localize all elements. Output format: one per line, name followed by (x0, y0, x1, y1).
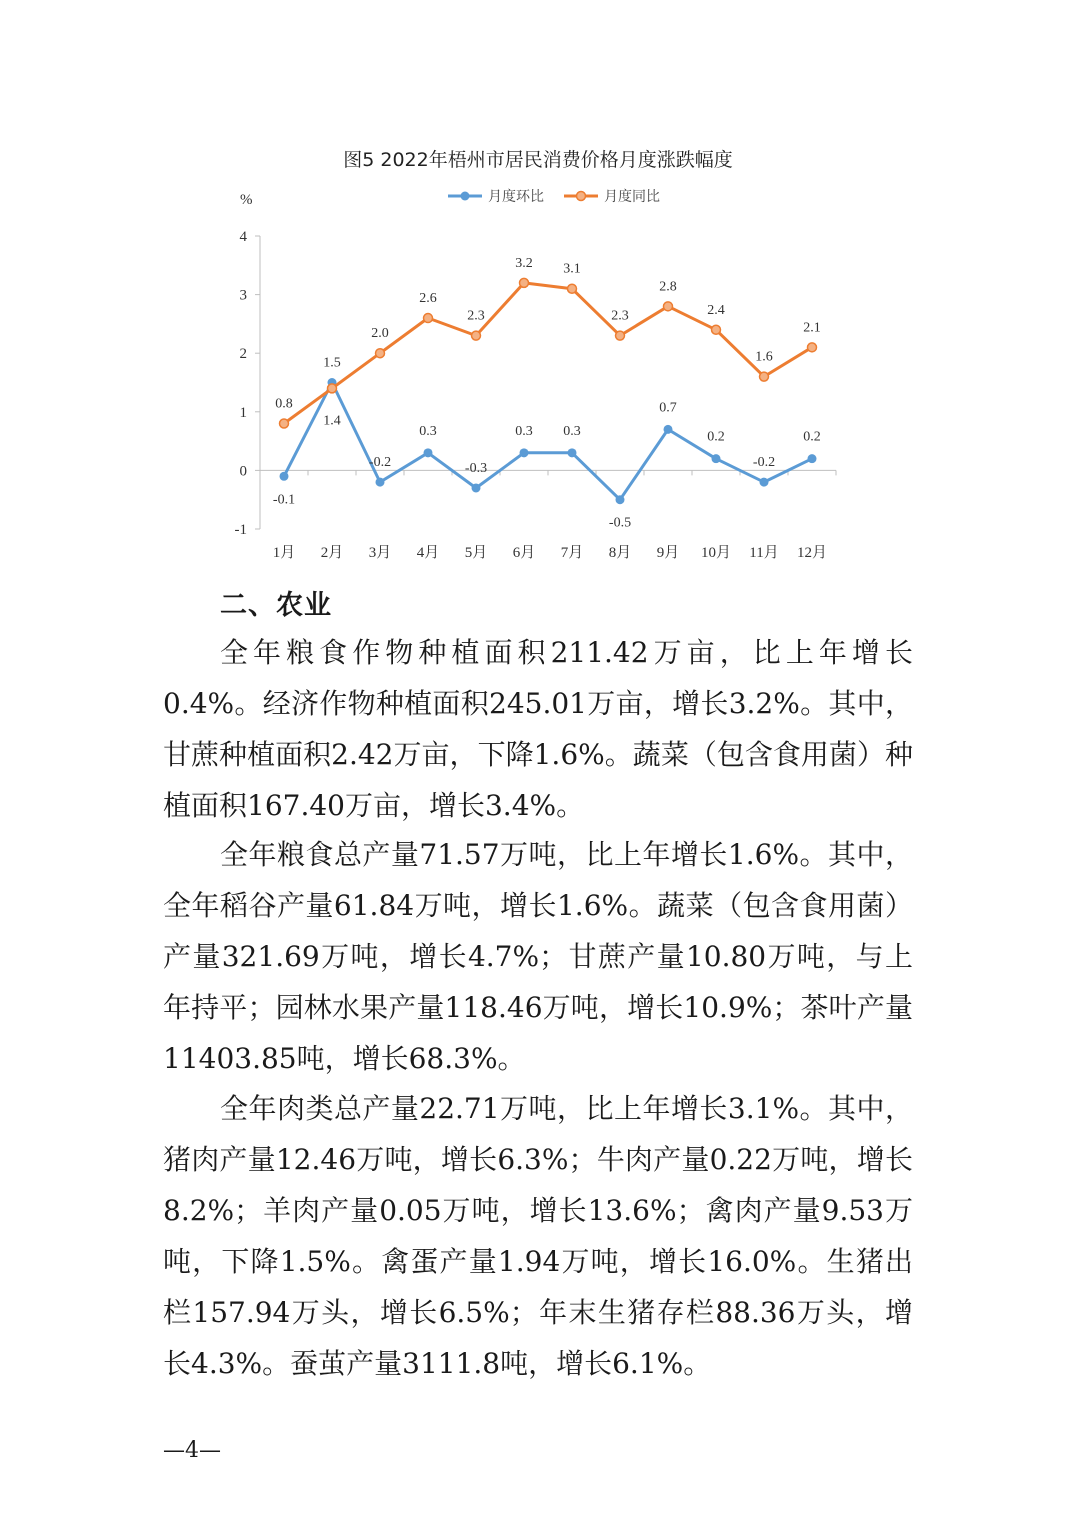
x-tick-label: 7月 (560, 545, 584, 561)
data-point-mom (760, 478, 769, 487)
x-tick-label: 8月 (608, 545, 632, 561)
y-tick-label: -1 (234, 522, 247, 538)
data-label-mom: 0.7 (659, 400, 677, 416)
data-label-mom: 0.3 (563, 423, 581, 439)
data-point-mom (808, 454, 817, 463)
data-label-mom: -0.3 (464, 460, 488, 476)
plot-area (235, 229, 837, 561)
data-label-yoy: 1.4 (323, 413, 341, 429)
paragraph-crop-area: 全年粮食作物种植面积211.42万亩，比上年增长0.4%。经济作物种植面积245.01万亩，增长3.2%。其中，甘蔗种植面积2.42万亩，下降1.6%。蔬菜（包含食用菌）种植面积167.40万亩，增长3.4%。 (163, 636, 913, 822)
legend-label-mom: 月度环比 (488, 189, 544, 205)
data-point-yoy (280, 419, 289, 428)
data-label-yoy: 2.3 (467, 308, 485, 324)
data-label-yoy: 2.1 (803, 320, 821, 336)
legend-marker-yoy (577, 192, 586, 201)
x-tick-label: 3月 (368, 545, 392, 561)
data-point-yoy (616, 331, 625, 340)
data-label-yoy: 2.0 (371, 326, 389, 342)
data-label-yoy: 2.8 (659, 279, 677, 295)
x-tick-label: 5月 (464, 545, 488, 561)
data-point-yoy (760, 372, 769, 381)
data-point-mom (472, 483, 481, 492)
data-label-yoy: 2.3 (611, 308, 629, 324)
y-tick-label: 4 (239, 229, 247, 245)
x-tick-label: 2月 (320, 545, 344, 561)
paragraph-grain-output: 全年粮食总产量71.57万吨，比上年增长1.6%。其中，全年稻谷产量61.84万吨，增长1.6%。蔬菜（包含食用菌）产量321.69万吨，增长4.7%；甘蔗产量10.80万吨，与上年持平；园林水果产量118.46万吨，增长10.9%；茶叶产量11403.85吨，增长68.3%。 (163, 838, 913, 1075)
legend (448, 188, 660, 205)
data-point-yoy (472, 331, 481, 340)
data-point-yoy (808, 343, 817, 352)
data-point-yoy (376, 349, 385, 358)
x-tick-label: 10月 (700, 545, 732, 561)
data-point-mom (712, 454, 721, 463)
chart-title: 图5 2022年梧州市居民消费价格月度涨跌幅度 (343, 149, 733, 171)
y-tick-label: 1 (239, 404, 247, 421)
data-label-mom: -0.2 (368, 455, 392, 471)
paragraph-meat-output: 全年肉类总产量22.71万吨，比上年增长3.1%。其中，猪肉产量12.46万吨，增长6.3%；牛肉产量0.22万吨，增长8.2%；羊肉产量0.05万吨，增长13.6%；禽肉产量9.53万吨，下降1.5%。禽蛋产量1.94万吨，增长16.0%。生猪出栏157.94万头，增长6.5%；年末生猪存栏88.36万头，增长4.3%。蚕茧产量3111.8吨，增长6.1%。 (163, 1092, 913, 1380)
series-line-mom (284, 383, 812, 500)
cpi-line-chart (200, 140, 880, 570)
data-point-mom (424, 448, 433, 457)
data-label-mom: 0.2 (707, 429, 725, 445)
data-point-mom (568, 448, 577, 457)
data-label-mom: 0.2 (803, 429, 821, 445)
data-label-mom: 0.3 (515, 423, 533, 439)
data-label-mom: -0.1 (272, 492, 296, 508)
data-label-mom: 1.5 (323, 355, 341, 371)
legend-marker-mom (461, 192, 470, 201)
data-point-mom (376, 478, 385, 487)
data-label-mom: -0.5 (608, 515, 632, 531)
x-tick-label: 4月 (416, 545, 440, 561)
page-number: —4— (163, 1438, 221, 1463)
x-tick-label: 12月 (796, 545, 828, 561)
x-tick-label: 9月 (656, 545, 680, 561)
data-point-mom (664, 425, 673, 434)
data-point-mom (280, 472, 289, 481)
y-tick-label: 2 (239, 346, 247, 363)
x-tick-label: 6月 (512, 545, 536, 561)
data-label-yoy: 0.8 (275, 396, 293, 412)
x-tick-label: 11月 (749, 545, 779, 561)
data-point-yoy (328, 384, 337, 393)
section-heading: 二、农业 (220, 590, 332, 621)
data-point-mom (520, 448, 529, 457)
data-label-mom: 0.3 (419, 423, 437, 439)
data-point-yoy (520, 278, 529, 287)
data-label-yoy: 3.2 (515, 255, 533, 271)
y-tick-label: 3 (239, 287, 247, 304)
y-tick-label: 0 (239, 463, 247, 480)
legend-label-yoy: 月度同比 (604, 189, 660, 205)
data-point-yoy (568, 284, 577, 293)
series-line-yoy (284, 283, 812, 424)
data-label-yoy: 1.6 (755, 349, 773, 365)
data-point-yoy (712, 325, 721, 334)
data-label-mom: -0.2 (752, 455, 776, 471)
data-label-yoy: 3.1 (563, 261, 581, 277)
data-label-yoy: 2.6 (419, 291, 437, 307)
data-point-mom (616, 495, 625, 504)
data-point-yoy (424, 314, 433, 323)
y-axis-label: % (240, 192, 253, 208)
data-label-yoy: 2.4 (707, 302, 725, 318)
x-tick-label: 1月 (272, 545, 296, 561)
data-point-yoy (664, 302, 673, 311)
